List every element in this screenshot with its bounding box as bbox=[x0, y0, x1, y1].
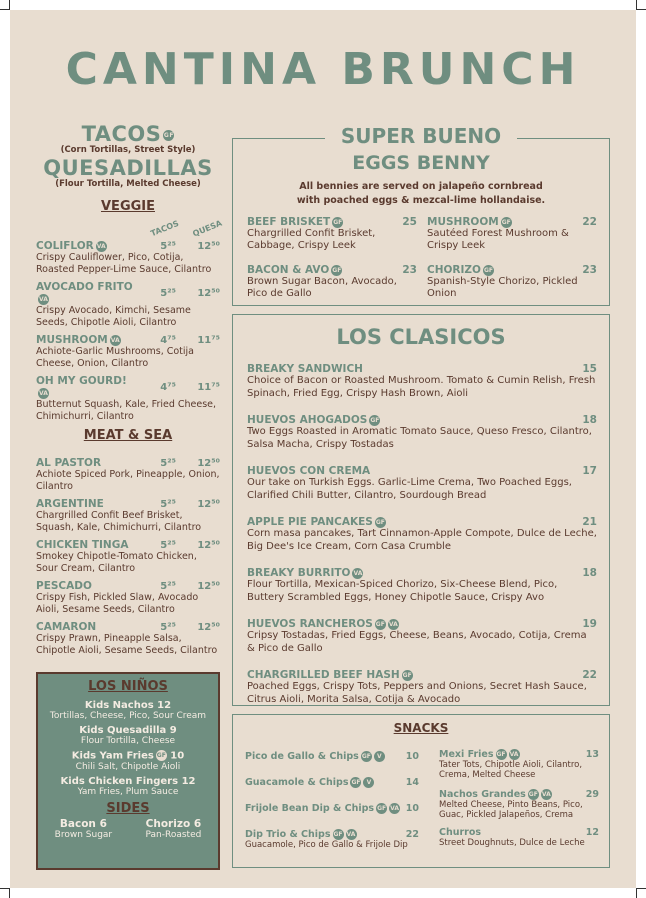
item-description: Crispy Cauliflower, Pico, Cotija, Roasted Pepper-Lime Sauce, Cilantro bbox=[36, 252, 212, 275]
item-description: Achiote Spiced Pork, Pineapple, Onion, Cilantro bbox=[36, 469, 220, 492]
kids-item bbox=[38, 700, 218, 721]
snack-item-label: Pico de Gallo & Chips bbox=[245, 751, 359, 762]
item-row bbox=[36, 334, 220, 346]
clasicos-item-name bbox=[247, 465, 582, 477]
side-item-name bbox=[145, 818, 201, 830]
kids-item-price: 12 bbox=[157, 700, 172, 711]
benny-title-bottom: EGGS BENNY bbox=[352, 152, 490, 174]
benny-item-row bbox=[247, 216, 417, 228]
item-description: Butternut Squash, Kale, Fried Cheese, Chimichurri, Cilantro bbox=[36, 399, 217, 422]
vegetarian-icon: V bbox=[374, 751, 385, 762]
vegan-available-icon: VA bbox=[110, 336, 120, 344]
item-name-text: CHICKEN TINGA bbox=[36, 539, 129, 551]
taco-price: 5²⁵ bbox=[160, 580, 176, 592]
benny-item-name bbox=[427, 216, 582, 228]
kids-item-description: Tortillas, Cheese, Pico, Sour Cream bbox=[49, 711, 207, 721]
gluten-free-icon: GF bbox=[375, 518, 385, 526]
clasicos-item-price: 19 bbox=[582, 618, 597, 630]
snack-item-row bbox=[245, 803, 419, 814]
item-name bbox=[36, 334, 136, 346]
benny-item-description: Spanish-Style Chorizo, Pickled Onion bbox=[427, 276, 578, 299]
snack-item-row bbox=[439, 789, 599, 800]
snack-item-name bbox=[439, 789, 586, 800]
item-row bbox=[36, 580, 220, 592]
snack-item-price: 13 bbox=[585, 749, 599, 760]
quesadilla-price: 12⁵⁰ bbox=[197, 498, 220, 510]
snack-item-name bbox=[245, 777, 406, 788]
crop-mark bbox=[9, 888, 10, 898]
item-description: Crispy Prawn, Pineapple Salsa, Chipotle Aioli, Sesame Seeds, Cilantro bbox=[36, 633, 218, 656]
item-description: Crispy Fish, Pickled Slaw, Avocado Aioli, Sesame Seeds, Cilantro bbox=[36, 592, 199, 615]
clasicos-item-row bbox=[247, 618, 597, 630]
snack-item-price: 22 bbox=[405, 829, 419, 840]
side-item-label: Chorizo bbox=[145, 817, 191, 830]
side-item-label: Bacon bbox=[59, 817, 96, 830]
snack-item-row bbox=[245, 829, 419, 840]
clasicos-item-price: 21 bbox=[582, 516, 597, 528]
quesadilla-price: 12⁵⁰ bbox=[197, 539, 220, 551]
snack-item-name bbox=[245, 829, 406, 840]
gluten-free-icon: GF bbox=[402, 671, 412, 679]
clasicos-item-price: 18 bbox=[582, 567, 597, 579]
crop-mark bbox=[636, 9, 646, 10]
snack-item bbox=[245, 829, 419, 850]
benny-note-line: with poached eggs & mezcal-lime hollandaise. bbox=[296, 195, 546, 206]
kids-item-description: Flour Tortilla, Cheese bbox=[80, 736, 176, 746]
clasicos-item bbox=[247, 669, 597, 706]
item-description: Chargrilled Confit Beef Brisket, Squash, Kale, Chimichurri, Cilantro bbox=[36, 510, 202, 533]
kids-item-price: 10 bbox=[170, 750, 185, 762]
kids-item-label: Kids Nachos bbox=[84, 700, 154, 711]
snack-item bbox=[245, 751, 419, 762]
snack-item bbox=[439, 827, 599, 848]
vegetarian-icon: V bbox=[363, 777, 374, 788]
taco-price: 5²⁵ bbox=[160, 287, 176, 299]
clasicos-item-row bbox=[247, 465, 597, 477]
gluten-free-icon: GF bbox=[156, 752, 166, 759]
clasicos-item-description: Flour Tortilla, Mexican-Spiced Chorizo, Six-Cheese Blend, Pico, Buttery Scrambled Eggs, Honey Chipotle Sauce, Crispy Avo bbox=[247, 579, 558, 603]
menu-page bbox=[10, 10, 636, 888]
crop-mark bbox=[636, 888, 646, 889]
item-description: Smokey Chipotle-Tomato Chicken, Sour Cream, Cilantro bbox=[36, 551, 197, 574]
meat-sea-heading: MEAT & SEA bbox=[83, 428, 173, 443]
item-row bbox=[36, 375, 220, 399]
tacos-subtitle: (Corn Tortillas, Street Style) bbox=[60, 145, 196, 155]
eggs-benny-box bbox=[232, 124, 610, 306]
benny-item bbox=[427, 216, 597, 252]
meat-list bbox=[36, 457, 220, 656]
item-row bbox=[36, 539, 220, 551]
benny-item-label: BACON & AVO bbox=[247, 264, 330, 276]
kids-item-price: 9 bbox=[169, 725, 177, 736]
side-item bbox=[145, 818, 201, 840]
benny-item-description: Brown Sugar Bacon, Avocado, Pico de Gallo bbox=[247, 276, 397, 299]
kids-box bbox=[36, 672, 220, 870]
snack-item-price: 10 bbox=[405, 751, 419, 762]
gluten-free-icon: GF bbox=[163, 131, 174, 139]
kids-item-label: Kids Yam Fries bbox=[71, 750, 154, 762]
benny-item-name bbox=[247, 216, 402, 228]
clasicos-item bbox=[247, 516, 597, 553]
benny-item-price: 23 bbox=[582, 264, 597, 276]
snack-item-name bbox=[245, 751, 406, 762]
tacos-heading bbox=[36, 122, 220, 146]
benny-item-row bbox=[427, 264, 597, 276]
snack-item-label: Churros bbox=[439, 827, 482, 838]
clasicos-item-label: CHARGRILLED BEEF HASH bbox=[247, 669, 400, 681]
snack-item-label: Guacamole & Chips bbox=[245, 777, 349, 788]
item-name-text: MUSHROOM bbox=[36, 334, 108, 346]
side-item-description: Pan-Roasted bbox=[145, 829, 202, 840]
item-name bbox=[36, 621, 136, 633]
item-row bbox=[36, 281, 220, 305]
side-item-price: 6 bbox=[193, 817, 202, 830]
kids-item-label: Kids Chicken Fingers bbox=[60, 775, 179, 787]
vegan-available-icon: VA bbox=[509, 751, 519, 758]
veggie-list bbox=[36, 240, 220, 422]
menu-item bbox=[36, 240, 220, 275]
snack-item-description: Street Doughnuts, Dulce de Leche bbox=[439, 838, 585, 848]
benny-note-line: All bennies are served on jalapeño cornbread bbox=[299, 181, 543, 192]
vegan-available-icon: VA bbox=[388, 620, 398, 628]
snack-item-label: Nachos Grandes bbox=[439, 789, 526, 800]
menu-item bbox=[36, 621, 220, 656]
col-quesa-label: QUESA bbox=[191, 218, 224, 239]
snack-item-label: Dip Trio & Chips bbox=[245, 829, 331, 840]
benny-item bbox=[247, 216, 417, 252]
sides-list bbox=[38, 818, 218, 840]
clasicos-item-row bbox=[247, 567, 597, 579]
vegan-available-icon: VA bbox=[39, 389, 48, 397]
item-name bbox=[36, 457, 136, 469]
menu-item bbox=[36, 457, 220, 492]
item-name-text: AL PASTOR bbox=[36, 457, 102, 469]
kids-list bbox=[38, 700, 218, 797]
vegan-available-icon: VA bbox=[353, 569, 363, 577]
snack-item bbox=[245, 803, 419, 814]
benny-note bbox=[233, 180, 609, 208]
kids-item bbox=[38, 776, 218, 797]
item-name-text: PESCADO bbox=[36, 580, 92, 592]
vegan-available-icon: VA bbox=[96, 242, 106, 250]
benny-item bbox=[247, 264, 417, 300]
taco-price: 5²⁵ bbox=[160, 539, 176, 551]
clasicos-item-row bbox=[247, 669, 597, 681]
quesadilla-price: 12⁵⁰ bbox=[197, 457, 220, 469]
snack-item-label: Mexi Fries bbox=[439, 749, 494, 760]
quesadilla-price: 12⁵⁰ bbox=[197, 621, 220, 633]
quesadilla-price: 12⁵⁰ bbox=[197, 240, 220, 252]
item-name-text: COLIFLOR bbox=[36, 240, 94, 252]
quesadilla-price: 11⁷⁵ bbox=[197, 334, 220, 346]
benny-item bbox=[427, 264, 597, 300]
benny-item-row bbox=[427, 216, 597, 228]
menu-title: CANTINA BRUNCH bbox=[65, 44, 581, 95]
item-name bbox=[36, 498, 136, 510]
vegan-available-icon: VA bbox=[390, 805, 400, 812]
veggie-heading: VEGGIE bbox=[101, 199, 155, 214]
menu-item bbox=[36, 375, 220, 422]
taco-price: 5²⁵ bbox=[160, 621, 176, 633]
kids-item-name bbox=[38, 750, 218, 762]
benny-item-label: CHORIZO bbox=[427, 264, 481, 276]
snack-item-description: Guacamole, Pico de Gallo & Frijole Dip bbox=[245, 840, 408, 850]
item-name bbox=[36, 240, 136, 252]
benny-item-row bbox=[247, 264, 417, 276]
benny-item-name bbox=[427, 264, 582, 276]
item-description: Crispy Avocado, Kimchi, Sesame Seeds, Chipotle Aioli, Cilantro bbox=[36, 305, 191, 328]
clasicos-item-description: Choice of Bacon or Roasted Mushroom. Tomato & Cumin Relish, Fresh Spinach, Fried Egg, Crispy Hash Brown, Aioli bbox=[247, 375, 596, 399]
crop-mark bbox=[636, 888, 637, 898]
clasicos-item-label: HUEVOS AHOGADOS bbox=[247, 414, 368, 426]
benny-item-label: MUSHROOM bbox=[427, 216, 499, 228]
kids-item-name bbox=[38, 776, 218, 787]
snack-item-description: Tater Tots, Chipotle Aioli, Cilantro, Crema, Melted Cheese bbox=[439, 760, 583, 780]
side-item-name bbox=[55, 818, 112, 830]
snack-item bbox=[245, 777, 419, 788]
clasicos-item-name bbox=[247, 567, 582, 579]
clasicos-item-name bbox=[247, 669, 582, 681]
side-item-description: Brown Sugar bbox=[54, 829, 113, 840]
gluten-free-icon: GF bbox=[333, 218, 343, 226]
clasicos-heading: LOS CLASICOS bbox=[336, 325, 506, 349]
crop-mark bbox=[0, 888, 10, 889]
gluten-free-icon: GF bbox=[333, 831, 343, 838]
clasicos-item-price: 18 bbox=[582, 414, 597, 426]
quesadilla-price: 12⁵⁰ bbox=[197, 287, 220, 299]
vegan-available-icon: VA bbox=[346, 831, 356, 838]
snack-item-price: 29 bbox=[585, 789, 599, 800]
snacks-box bbox=[232, 714, 610, 868]
side-item-price: 6 bbox=[99, 817, 107, 830]
taco-price: 5²⁵ bbox=[160, 498, 176, 510]
snack-item-price: 12 bbox=[585, 827, 599, 838]
benny-item-price: 22 bbox=[582, 216, 597, 228]
gluten-free-icon: GF bbox=[377, 805, 387, 812]
snack-item-price: 10 bbox=[405, 803, 419, 814]
menu-item bbox=[36, 334, 220, 369]
kids-item-description: Yam Fries, Plum Sauce bbox=[77, 786, 179, 797]
benny-item-description: Sautéed Forest Mushroom & Crispy Leek bbox=[427, 228, 569, 251]
gluten-free-icon: GF bbox=[501, 218, 511, 226]
sides-heading: SIDES bbox=[106, 800, 150, 816]
snack-item-description: Melted Cheese, Pinto Beans, Pico, Guac, Pickled Jalapeños, Crema bbox=[439, 800, 583, 820]
snack-item-price: 14 bbox=[405, 777, 419, 788]
quesadilla-price: 12⁵⁰ bbox=[197, 580, 220, 592]
price-column-headers bbox=[36, 214, 224, 240]
benny-title-top: SUPER BUENO bbox=[340, 124, 502, 148]
tacos-column bbox=[36, 122, 224, 662]
snack-item bbox=[439, 749, 599, 780]
clasicos-item bbox=[247, 618, 597, 655]
benny-item-name bbox=[247, 264, 402, 276]
item-row bbox=[36, 621, 220, 633]
clasicos-item-label: HUEVOS RANCHEROS bbox=[247, 618, 373, 630]
snack-item-name bbox=[439, 749, 586, 760]
benny-item-description: Chargrilled Confit Brisket, Cabbage, Crispy Leek bbox=[247, 228, 376, 251]
snack-item-label: Frijole Bean Dip & Chips bbox=[245, 803, 375, 814]
kids-item-label: Kids Quesadilla bbox=[79, 725, 167, 736]
item-name bbox=[36, 539, 136, 551]
taco-price: 5²⁵ bbox=[160, 240, 176, 252]
gluten-free-icon: GF bbox=[375, 620, 385, 628]
snacks-heading: SNACKS bbox=[393, 721, 449, 735]
benny-item-price: 25 bbox=[402, 216, 417, 228]
clasicos-item-label: HUEVOS CON CREMA bbox=[247, 465, 371, 477]
clasicos-item-description: Corn masa pancakes, Tart Cinnamon-Apple Compote, Dulce de Leche, Big Dee's Ice Cream, Corn Casa Crumble bbox=[247, 528, 597, 552]
kids-heading: LOS NIÑOS bbox=[88, 679, 168, 694]
kids-item bbox=[38, 725, 218, 746]
tacos-title: TACOS bbox=[81, 122, 162, 146]
taco-price: 5²⁵ bbox=[160, 457, 176, 469]
taco-price: 4⁷⁵ bbox=[160, 334, 176, 346]
item-name-text: CAMARON bbox=[36, 621, 97, 633]
menu-item bbox=[36, 580, 220, 615]
snack-item-row bbox=[245, 777, 419, 788]
menu-item bbox=[36, 281, 220, 328]
item-name bbox=[36, 375, 136, 399]
snack-item-row bbox=[439, 827, 599, 838]
vegan-available-icon: VA bbox=[39, 295, 48, 303]
item-name-text: AVOCADO FRITO bbox=[36, 281, 133, 293]
clasicos-box bbox=[232, 314, 610, 706]
snack-item-row bbox=[439, 749, 599, 760]
snack-item-name bbox=[439, 827, 586, 838]
item-name bbox=[36, 580, 136, 592]
snack-item-name bbox=[245, 803, 406, 814]
taco-price: 4⁷⁵ bbox=[160, 381, 176, 393]
kids-item-name bbox=[38, 700, 218, 711]
kids-item-name bbox=[38, 725, 218, 736]
clasicos-item-price: 17 bbox=[582, 465, 597, 477]
snack-item bbox=[439, 789, 599, 820]
benny-item-label: BEEF BRISKET bbox=[247, 216, 331, 228]
clasicos-item-description: Poached Eggs, Crispy Tots, Peppers and Onions, Secret Hash Sauce, Citrus Aioli, Morita Salsa, Cotija & Avocado bbox=[247, 681, 587, 705]
item-row bbox=[36, 498, 220, 510]
gluten-free-icon: GF bbox=[361, 753, 371, 760]
quesadillas-subtitle: (Flour Tortilla, Melted Cheese) bbox=[55, 179, 201, 189]
clasicos-item-name bbox=[247, 414, 582, 426]
vegan-available-icon: VA bbox=[541, 791, 551, 798]
menu-item bbox=[36, 498, 220, 533]
item-row bbox=[36, 240, 220, 252]
clasicos-item-description: Cripsy Tostadas, Fried Eggs, Cheese, Beans, Avocado, Cotija, Crema & Pico de Gallo bbox=[247, 630, 587, 654]
snack-item-row bbox=[245, 751, 419, 762]
kids-item bbox=[38, 750, 218, 772]
gluten-free-icon: GF bbox=[351, 779, 361, 786]
item-name bbox=[36, 281, 136, 305]
clasicos-item-label: BREAKY SANDWICH bbox=[247, 363, 363, 375]
clasicos-item-row bbox=[247, 516, 597, 528]
kids-item-price: 12 bbox=[181, 775, 196, 787]
clasicos-item-name bbox=[247, 363, 582, 375]
clasicos-item-name bbox=[247, 618, 582, 630]
quesadilla-price: 11⁷⁵ bbox=[197, 381, 220, 393]
kids-item-description: Chili Salt, Chipotle Aioli bbox=[75, 761, 181, 772]
item-row bbox=[36, 457, 220, 469]
clasicos-item-price: 22 bbox=[582, 669, 597, 681]
side-item bbox=[55, 818, 112, 840]
clasicos-item bbox=[247, 414, 597, 451]
clasicos-item-price: 15 bbox=[582, 363, 597, 375]
menu-item bbox=[36, 539, 220, 574]
gluten-free-icon: GF bbox=[332, 266, 342, 274]
benny-item-price: 23 bbox=[402, 264, 417, 276]
col-tacos-label: TACOS bbox=[149, 218, 181, 239]
crop-mark bbox=[0, 9, 10, 10]
gluten-free-icon: GF bbox=[528, 791, 538, 798]
quesadillas-heading: QUESADILLAS bbox=[43, 156, 213, 180]
clasicos-item-row bbox=[247, 414, 597, 426]
clasicos-item-description: Two Eggs Roasted in Aromatic Tomato Sauce, Queso Fresco, Cilantro, Salsa Macha, Crispy Tostadas bbox=[247, 426, 592, 450]
clasicos-item bbox=[247, 363, 597, 400]
clasicos-item-label: BREAKY BURRITO bbox=[247, 567, 351, 579]
item-name-text: ARGENTINE bbox=[36, 498, 104, 510]
gluten-free-icon: GF bbox=[483, 266, 493, 274]
item-description: Achiote-Garlic Mushrooms, Cotija Cheese, Onion, Cilantro bbox=[36, 346, 195, 369]
clasicos-item-label: APPLE PIE PANCAKES bbox=[247, 516, 373, 528]
clasicos-item bbox=[247, 465, 597, 502]
clasicos-item bbox=[247, 567, 597, 604]
gluten-free-icon: GF bbox=[496, 751, 506, 758]
clasicos-item-row bbox=[247, 363, 597, 375]
gluten-free-icon: GF bbox=[370, 416, 380, 424]
clasicos-item-name bbox=[247, 516, 582, 528]
clasicos-item-description: Our take on Turkish Eggs. Garlic-Lime Crema, Two Poached Eggs, Clarified Chili Butter, Cilantro, Sourdough Bread bbox=[247, 477, 572, 501]
item-name-text: OH MY GOURD! bbox=[36, 375, 127, 387]
